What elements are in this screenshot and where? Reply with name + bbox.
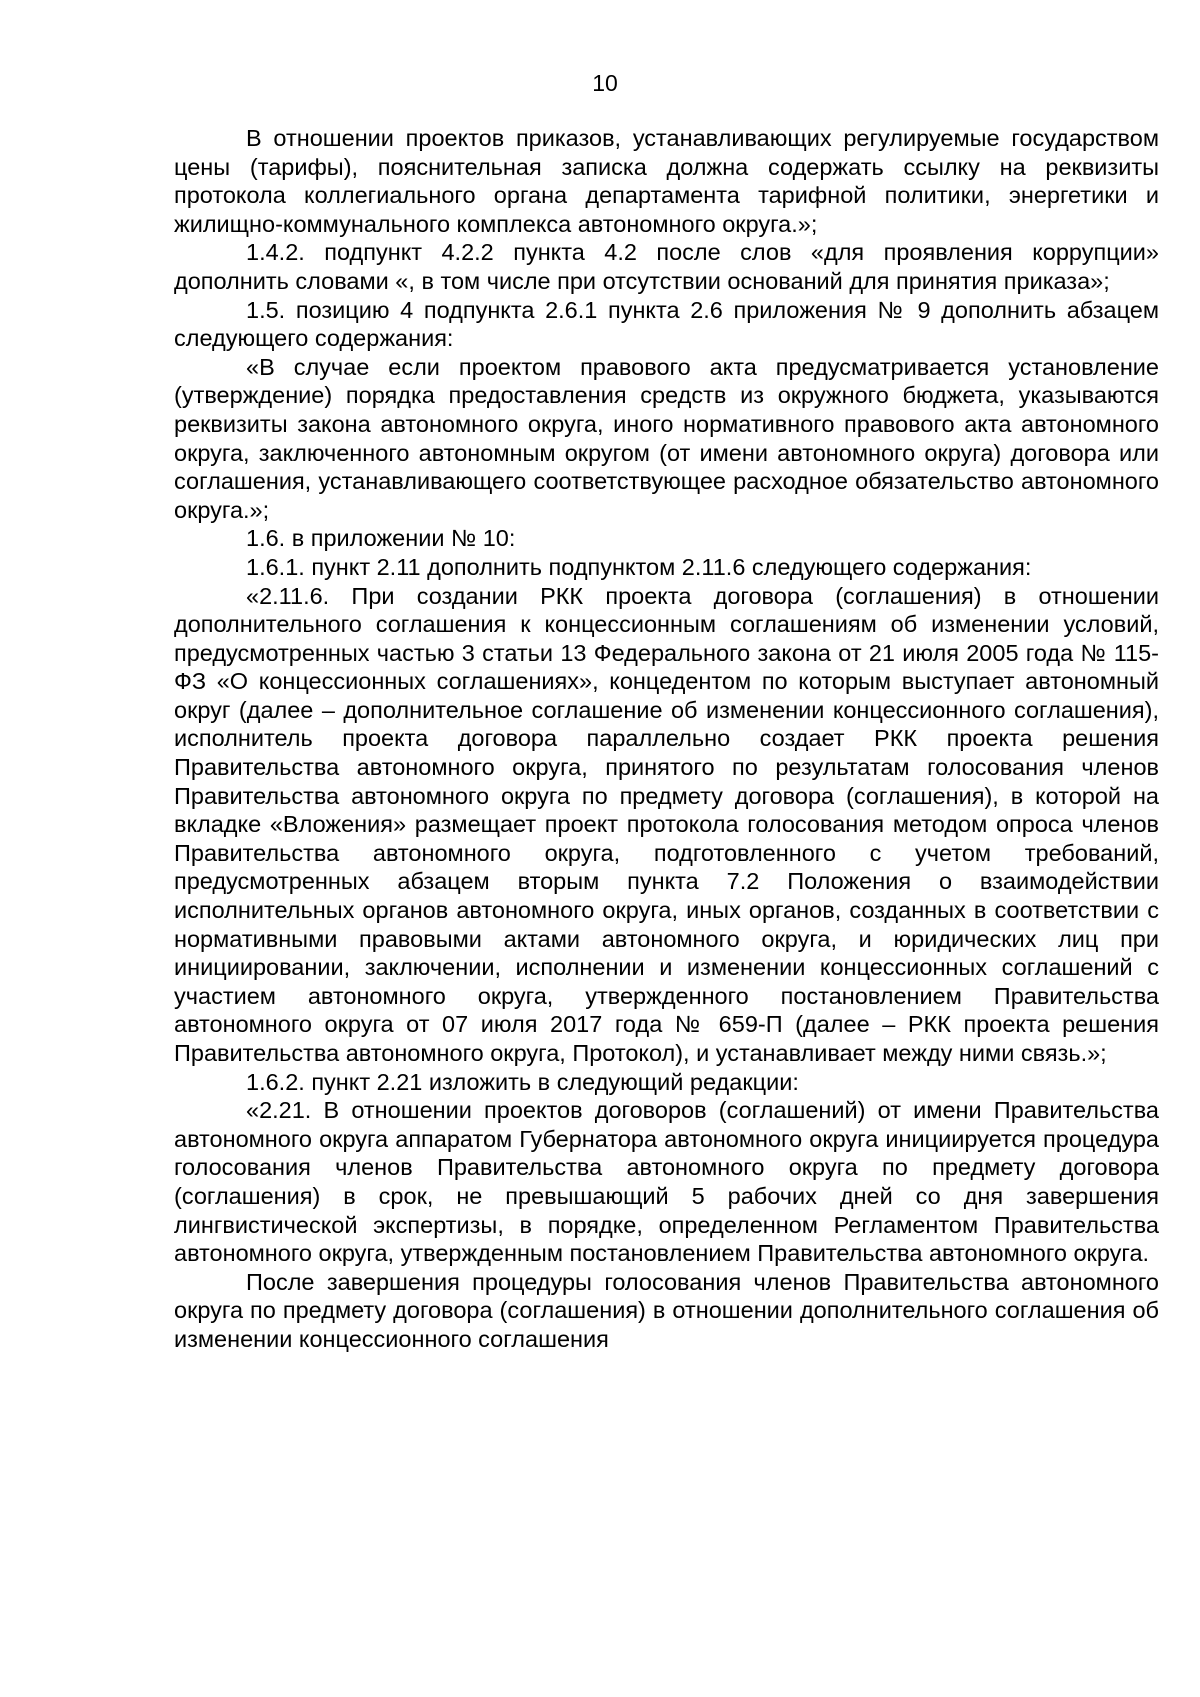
- paragraph: 1.4.2. подпункт 4.2.2 пункта 4.2 после слов «для проявления коррупции» дополнить словами «, в том числе при отсутствии оснований для принятия приказа»;: [174, 239, 1159, 294]
- paragraph: В отношении проектов приказов, устанавливающих регулируемые государством цены (тарифы), пояснительная записка должна содержать ссылку на реквизиты протокола коллегиального органа департамента тарифной политики, энергетики и жилищно-коммунального комплекса автономного округа.»;: [174, 125, 1159, 237]
- paragraph: 1.5. позицию 4 подпункта 2.6.1 пункта 2.6 приложения № 9 дополнить абзацем следующего содержания:: [174, 296, 1159, 352]
- document-body: [174, 124, 1159, 1354]
- paragraph: «2.11.6. При создании РКК проекта договора (соглашения) в отношении дополнительного соглашения к концессионным соглашениям об изменении условий, предусмотренных частью 3 статьи 13 Федерального закона от 21 июля 2005 года № 115-ФЗ «О концессионных соглашениях», концедентом по которым выступает автономный округ (далее – дополнительное соглашение об изменении концессионного соглашения), исполнитель проекта договора параллельно создает РКК проекта решения Правительства автономного округа, принятого по результатам голосования членов Правительства автономного округа по предмету договора (соглашения), в которой на вкладке «Вложения» размещает проект протокола голосования методом опроса членов Правительства автономного округа, подготовленного с учетом требований, предусмотренных абзацем вторым пункта 7.2 Положения о взаимодействии исполнительных органов автономного округа, иных органов, созданных в соответствии с нормативными правовыми актами автономного округа, и юридических лиц при инициировании, заключении, исполнении и изменении концессионных соглашений с участием автономного округа, утвержденного постановлением Правительства автономного округа от 07 июля 2017 года № 659-П (далее – РКК проекта решения Правительства автономного округа, Протокол), и устанавливает между ними связь.»;: [174, 582, 1159, 1066]
- paragraph: 1.6.1. пункт 2.11 дополнить подпунктом 2.11.6 следующего содержания:: [246, 553, 1032, 580]
- paragraph: «В случае если проектом правового акта предусматривается установление (утверждение) порядка предоставления средств из окружного бюджета, указываются реквизиты закона автономного округа, иного нормативного правового акта автономного округа, заключенного автономным округом (от имени автономного округа) договора или соглашения, устанавливающего соответствующее расходное обязательство автономного округа.»;: [174, 353, 1159, 523]
- paragraph: 1.6. в приложении № 10:: [246, 525, 516, 552]
- paragraph: После завершения процедуры голосования членов Правительства автономного округа по предмету договора (соглашения) в отношении дополнительного соглашения об изменении концессионного соглашения: [174, 1268, 1159, 1352]
- paragraph: «2.21. В отношении проектов договоров (соглашений) от имени Правительства автономного округа аппаратом Губернатора автономного округа инициируется процедура голосования членов Правительства автономного округа по предмету договора (соглашения) в срок, не превышающий 5 рабочих дней со дня завершения лингвистической экспертизы, в порядке, определенном Регламентом Правительства автономного округа, утвержденным постановлением Правительства автономного округа.: [174, 1097, 1159, 1267]
- paragraph: 1.6.2. пункт 2.21 изложить в следующий редакции:: [246, 1068, 799, 1095]
- page-number: 10: [592, 70, 618, 96]
